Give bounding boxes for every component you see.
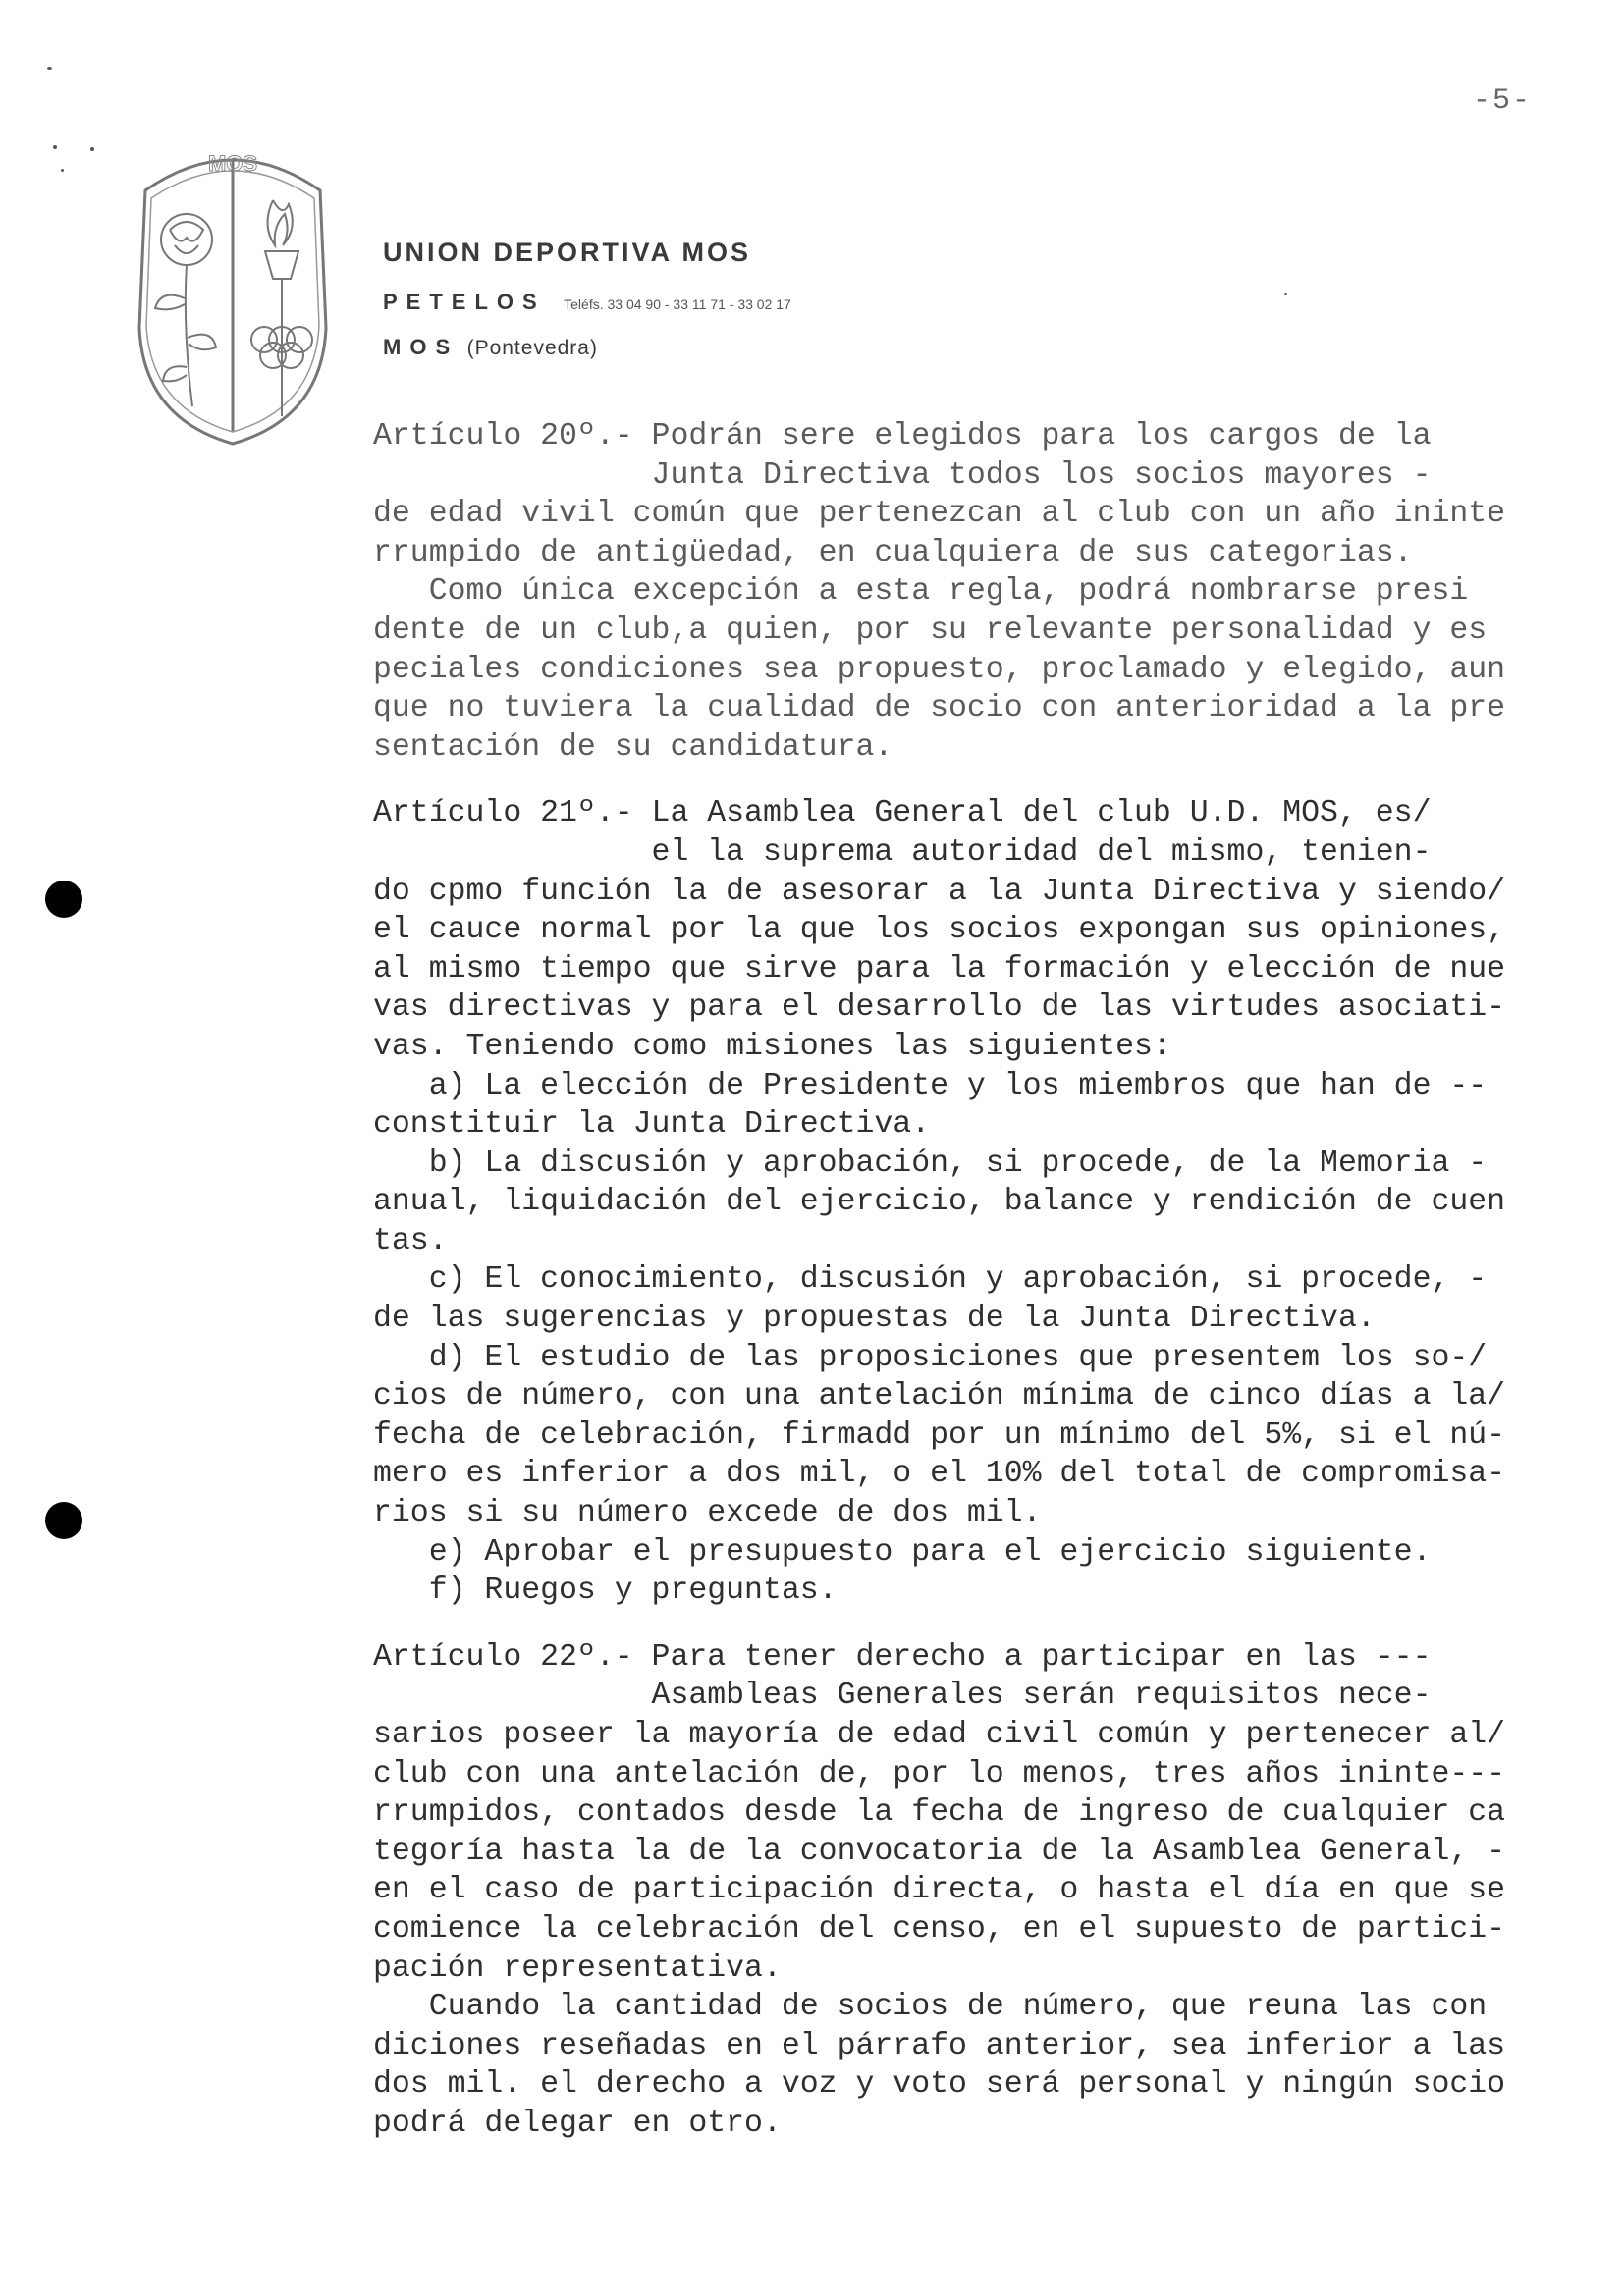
text-line: de las sugerencias y propuestas de la Junta Directiva. <box>373 1302 1376 1337</box>
text-line: pación representativa. <box>373 1950 782 1986</box>
text-line: el la suprema autoridad del mismo, tenien- <box>373 834 1432 870</box>
text-line: dos mil. el derecho a voz y voto será personal y ningún socio <box>373 2067 1506 2103</box>
text-line: diciones reseñadas en el párrafo anterior, sea inferior a las <box>373 2028 1506 2063</box>
club-place: PETELOS <box>383 290 546 314</box>
text-line: club con una antelación de, por lo menos, tres años ininte--- <box>373 1756 1506 1791</box>
scan-speck <box>47 67 52 70</box>
seal-text: MOS <box>207 151 258 176</box>
text-line: Asambleas Generales serán requisitos nece- <box>373 1679 1432 1714</box>
text-line: Artículo 21º.- La Asamblea General del club U.D. MOS, es/ <box>373 796 1432 831</box>
text-line: vas. Teniendo como misiones las siguientes: <box>373 1029 1171 1064</box>
text-line: do cpmo función la de asesorar a la Junta Directiva y siendo/ <box>373 874 1506 909</box>
text-line: que no tuviera la cualidad de socio con anterioridad a la pre <box>373 691 1506 726</box>
article-22 <box>373 1638 1600 2144</box>
text-line: anual, liquidación del ejercicio, balance y rendición de cuen <box>373 1185 1506 1220</box>
club-phones: Teléfs. 33 04 90 - 33 11 71 - 33 02 17 <box>564 296 791 312</box>
text-line: comience la celebración del censo, en el supuesto de partici- <box>373 1911 1506 1947</box>
text-line: podrá delegar en otro. <box>373 2106 782 2141</box>
article-20 <box>373 417 1600 767</box>
text-line: cios de número, con una antelación mínima de cinco días a la/ <box>373 1379 1506 1415</box>
text-line: peciales condiciones sea propuesto, proclamado y elegido, aun <box>373 652 1506 687</box>
text-line: Junta Directiva todos los socios mayores - <box>373 457 1432 493</box>
text-line: e) Aprobar el presupuesto para el ejercicio siguiente. <box>373 1534 1432 1570</box>
punch-hole-upper <box>45 881 82 918</box>
article-21 <box>373 794 1600 1610</box>
scan-speck <box>53 145 57 149</box>
text-line: fecha de celebración, firmadd por un mínimo del 5%, si el nú- <box>373 1417 1506 1453</box>
text-line: tegoría hasta la de la convocatoria de la Asamblea General, - <box>373 1834 1506 1869</box>
text-line: c) El conocimiento, discusión y aprobación, si procede, - <box>373 1262 1488 1298</box>
punch-hole-lower <box>45 1502 82 1539</box>
text-line: f) Ruegos y preguntas. <box>373 1574 838 1609</box>
text-line: b) La discusión y aprobación, si procede, de la Memoria - <box>373 1146 1488 1181</box>
text-line: de edad vivil común que pertenezcan al club con un año ininte <box>373 497 1506 532</box>
text-line: mero es inferior a dos mil, o el 10% del total de compromisa- <box>373 1457 1506 1492</box>
text-line: en el caso de participación directa, o hasta el día en que se <box>373 1873 1506 1908</box>
text-line: rrumpido de antigüedad, en cualquiera de sus categorias. <box>373 535 1413 570</box>
text-line: Artículo 22º.- Para tener derecho a participar en las --- <box>373 1639 1432 1675</box>
text-line: el cauce normal por la que los socios expongan sus opiniones, <box>373 913 1506 948</box>
text-line: Cuando la cantidad de socios de número, que reuna las con <box>373 1990 1488 2025</box>
page-number: -5- <box>1473 84 1533 118</box>
text-line: d) El estudio de las proposiciones que presentem los so-/ <box>373 1340 1488 1375</box>
club-province: (Pontevedra) <box>466 337 598 359</box>
text-line: rrumpidos, contados desde la fecha de ingreso de cualquier ca <box>373 1795 1506 1831</box>
scan-speck <box>1284 293 1287 295</box>
club-town: MOS <box>383 335 460 359</box>
text-line: rios si su número excede de dos mil. <box>373 1496 1042 1531</box>
text-line: sentación de su candidatura. <box>373 729 893 765</box>
text-line: vas directivas y para el desarrollo de las virtudes asociati- <box>373 990 1506 1026</box>
club-name: UNION DEPORTIVA MOS <box>383 238 752 267</box>
club-seal-logo <box>126 132 340 455</box>
document-body <box>373 417 1600 2171</box>
text-line: Como única excepción a esta regla, podrá nombrarse presi <box>373 574 1469 610</box>
scan-speck <box>61 169 64 172</box>
text-line: dente de un club,a quien, por su relevante personalidad y es <box>373 613 1488 648</box>
text-line: Artículo 20º.- Podrán sere elegidos para los cargos de la <box>373 419 1432 454</box>
letterhead <box>383 238 791 360</box>
scan-speck <box>90 147 94 151</box>
text-line: a) La elección de Presidente y los miembros que han de -- <box>373 1068 1488 1103</box>
text-line: al mismo tiempo que sirve para la formación y elección de nue <box>373 951 1506 987</box>
text-line: tas. <box>373 1223 448 1258</box>
text-line: sarios poseer la mayoría de edad civil común y pertenecer al/ <box>373 1718 1506 1752</box>
text-line: constituir la Junta Directiva. <box>373 1107 931 1143</box>
